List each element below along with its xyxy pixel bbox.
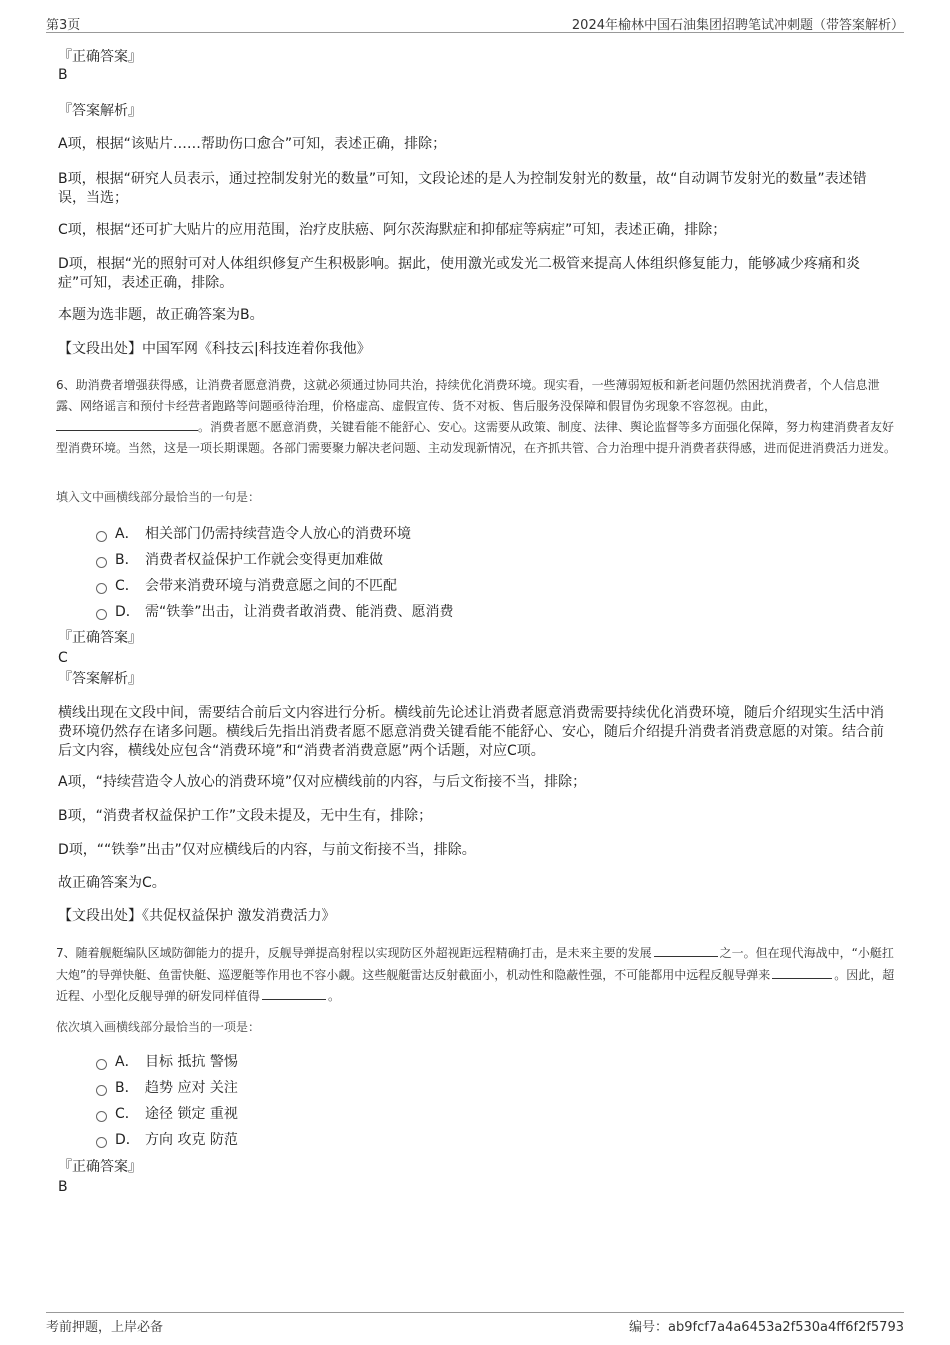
q5-analysis-c: C项，根据“还可扩大贴片的应用范围，治疗皮肤癌、阿尔茨海默症和抑郁症等病症”可知，表述正确，排除；	[58, 222, 727, 238]
q6-option-d[interactable]: D． 需“铁拳”出击，让消费者敢消费、能消费、愿消费	[96, 602, 454, 622]
q7-option-b[interactable]: B． 趋势 应对 关注	[96, 1078, 238, 1098]
radio-icon[interactable]	[96, 1085, 107, 1096]
q6-option-a[interactable]: A． 相关部门仍需持续营造令人放心的消费环境	[96, 524, 411, 544]
q5-analysis-a: A项，根据“该贴片……帮助伤口愈合”可知，表述正确，排除；	[58, 136, 447, 152]
q7-option-d[interactable]: D． 方向 攻克 防范	[96, 1130, 238, 1150]
q6-answer-label: 『正确答案』	[58, 630, 142, 646]
document-code: 编号：ab9fcf7a4a6453a2f530a4ff6f2f5793	[629, 1320, 904, 1335]
q6-option-c[interactable]: C． 会带来消费环境与消费意愿之间的不匹配	[96, 576, 397, 596]
q5-answer-label: 『正确答案』	[58, 49, 142, 65]
q7-answer-label: 『正确答案』	[58, 1159, 142, 1175]
radio-icon[interactable]	[96, 609, 107, 620]
q5-source: 【文段出处】中国军网《科技云|科技连着你我他》	[58, 341, 371, 357]
q7-blank-3	[262, 985, 326, 1000]
radio-icon[interactable]	[96, 583, 107, 594]
q6-analysis-d: D项，““铁拳”出击”仅对应横线后的内容，与前文衔接不当，排除。	[58, 842, 476, 858]
q7-option-a[interactable]: A． 目标 抵抗 警惕	[96, 1052, 238, 1072]
q7-question-text: 7、随着舰艇编队区域防御能力的提升，反舰导弹提高射程以实现防区外超视距远程精确打击，是未来主要的发展 之一。但在现代海战中，“小艇扛大炮”的导弹快艇、鱼雷快艇、巡逻艇等作用也不容小觑。这些舰艇雷达反射截面小，机动性和隐蔽性强，不可能都用中远程反舰导弹来 。因此，超近程、小型化反舰导弹的研发同样值得 。	[56, 942, 901, 1007]
document-title: 2024年榆林中国石油集团招聘笔试冲刺题（带答案解析）	[571, 18, 904, 33]
q6-instruction: 填入文中画横线部分最恰当的一句是：	[56, 490, 261, 504]
footer-slogan: 考前押题，上岸必备	[46, 1320, 164, 1335]
q7-instruction: 依次填入画横线部分最恰当的一项是：	[56, 1020, 261, 1034]
q6-blank	[56, 416, 198, 431]
page-number: 第3页	[46, 18, 81, 33]
q7-blank-2	[772, 964, 832, 979]
q5-conclusion: 本题为选非题，故正确答案为B。	[58, 307, 264, 323]
q5-answer: B	[58, 67, 68, 83]
q6-conclusion: 故正确答案为C。	[58, 875, 166, 891]
q5-analysis-label: 『答案解析』	[58, 103, 142, 119]
q6-option-b[interactable]: B． 消费者权益保护工作就会变得更加难做	[96, 550, 383, 570]
radio-icon[interactable]	[96, 1111, 107, 1122]
q6-analysis-b: B项，“消费者权益保护工作”文段未提及，无中生有，排除；	[58, 808, 433, 824]
q7-option-c[interactable]: C． 途径 锁定 重视	[96, 1104, 238, 1124]
q7-answer: B	[58, 1179, 68, 1195]
page-header	[46, 12, 904, 33]
q6-analysis-a: A项，“持续营造令人放心的消费环境”仅对应横线前的内容，与后文衔接不当，排除；	[58, 774, 587, 790]
q5-analysis-b: B项，根据“研究人员表示，通过控制发射光的数量”可知，文段论述的是人为控制发射光的数量，故“自动调节发射光的数量”表述错误，当选；	[58, 171, 867, 206]
radio-icon[interactable]	[96, 557, 107, 568]
page-footer	[46, 1312, 904, 1337]
q5-analysis-d: D项，根据“光的照射可对人体组织修复产生积极影响。据此，使用激光或发光二极管来提高人体组织修复能力，能够减少疼痛和炎症”可知，表述正确，排除。	[58, 256, 861, 291]
radio-icon[interactable]	[96, 1059, 107, 1070]
q6-question-text: 6、助消费者增强获得感，让消费者愿意消费，这就必须通过协同共治，持续优化消费环境。现实看，一些薄弱短板和新老问题仍然困扰消费者，个人信息泄露、网络谣言和预付卡经营者跑路等问题亟待治理，价格虚高、虚假宣传、货不对板、售后服务没保障和假冒伪劣现象不容忽视。由此，。消费者愿不愿意消费，关键看能不能舒心、安心。这需要从政策、制度、法律、舆论监督等多方面强化保障，努力构建消费者友好型消费环境。当然，这是一项长期课题。各部门需要聚力解决老问题、主动发现新情况，在齐抓共管、合力治理中提升消费者获得感，进而促进消费活力迸发。	[56, 378, 897, 455]
q7-blank-1	[654, 942, 718, 957]
q6-analysis-label: 『答案解析』	[58, 671, 142, 687]
radio-icon[interactable]	[96, 1137, 107, 1148]
q6-answer: C	[58, 650, 68, 666]
q6-analysis-main: 横线出现在文段中间，需要结合前后文内容进行分析。横线前先论述让消费者愿意消费需要持续优化消费环境，随后介绍现实生活中消费环境仍然存在诸多问题。横线后先指出消费者愿不愿意消费关键看能不能舒心、安心，随后介绍提升消费者消费意愿的对策。结合前后文内容，横线处应包含“消费环境”和“消费者消费意愿”两个话题，对应C项。	[58, 705, 884, 759]
q6-source: 【文段出处】《共促权益保护 激发消费活力》	[58, 908, 336, 924]
radio-icon[interactable]	[96, 531, 107, 542]
